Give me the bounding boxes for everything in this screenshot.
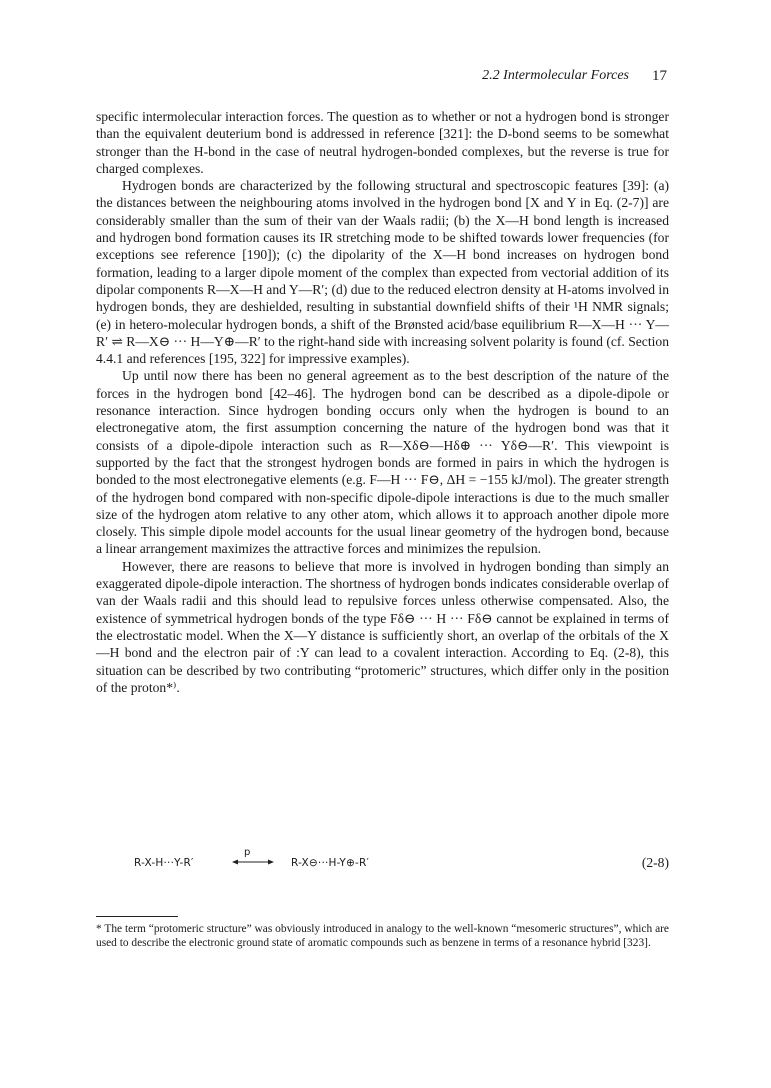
footnote-text: * The term “protomeric structure” was obviously introduced in analogy to the well-known “mesomeric structures”, which are used to describe the electronic ground state of aromatic compounds such as benzene in terms of a resonance hybrid [323]. bbox=[96, 923, 669, 950]
body-text bbox=[96, 108, 669, 696]
equation-2-8 bbox=[134, 847, 669, 875]
equilibrium-arrow-icon bbox=[230, 847, 276, 871]
section-title: 2.2 Intermolecular Forces bbox=[482, 68, 629, 83]
footnote-divider bbox=[96, 916, 178, 917]
paragraph: However, there are reasons to believe that more is involved in hydrogen bonding than simply an exaggerated dipole-dipole interaction. The shortness of hydrogen bonds indicates considerable overlap of van der Waals radii and this should lead to repulsive forces unless otherwise compensated. Also, the existence of symmetrical hydrogen bonds of the type Fδ⊖ ··· H ··· Fδ⊖ cannot be explained in terms of the electrostatic model. When the X—Y distance is sufficiently short, an overlap of the orbitals of the X—H bond and the electron pair of :Y can lead to a covalent interaction. According to Eq. (2-8), this situation can be described by two contributing “protomeric” structures, which differ only in the position of the proton*⁾. bbox=[96, 558, 669, 695]
equation-right-structure: R-X⊖···H-Y⊕-R′ bbox=[291, 857, 370, 869]
paragraph: Hydrogen bonds are characterized by the following structural and spectroscopic features [39]: (a) the distances between the neighbouring atoms involved in the hydrogen bond [X and Y in Eq. (2-7)] are considerably smaller than the sum of their van der Waals radii; (b) the X—H bond length is increased and hydrogen bond formation causes its IR stretching mode to be shifted towards lower frequencies (for exceptions see reference [190]); (c) the dipolarity of the X—H bond increases on hydrogen bond formation, leading to a larger dipole moment of the complex than expected from vectorial addition of its dipolar components R—X—H and Y—R′; (d) due to the reduced electron density at H-atoms involved in hydrogen bonds, they are deshielded, resulting in substantial downfield shifts of their ¹H NMR signals; (e) in hetero-molecular hydrogen bonds, a shift of the Brønsted acid/base equilibrium R—X—H ··· Y—R′ ⇌ R—X⊖ ··· H—Y⊕—R′ to the right-hand side with increasing solvent polarity is found (cf. Section 4.4.1 and references [195, 322] for impressive examples). bbox=[96, 178, 669, 367]
footnote bbox=[96, 922, 669, 951]
page-number: 17 bbox=[652, 68, 667, 84]
equation-number: (2-8) bbox=[641, 855, 669, 870]
running-header bbox=[96, 68, 669, 88]
paragraph: Up until now there has been no general agreement as to the best description of the nature of the forces in the hydrogen bond [42–46]. The hydrogen bond can be described as a dipole-dipole or resonance interaction. Since hydrogen bonding occurs only when the hydrogen is bound to an electronegative atom, the first assumption concerning the nature of the hydrogen bond was that it consists of a dipole-dipole interaction such as R—Xδ⊖—Hδ⊕ ··· Yδ⊖—R′. This viewpoint is supported by the fact that the strongest hydrogen bonds are formed in pairs in which the hydrogen is bonded to the most electronegative elements (e.g. F—H ··· F⊖, ΔH = −155 kJ/mol). The greater strength of the hydrogen bond compared with non-specific dipole-dipole interactions is due to the much smaller size of the hydrogen atom relative to any other atom, which allows it to approach another dipole more closely. This simple dipole model accounts for the usual linear geometry of the hydrogen bond, because a linear arrangement maximizes the attractive forces and minimizes the repulsion. bbox=[96, 368, 669, 557]
arrow-label: p bbox=[244, 847, 251, 858]
paragraph: specific intermolecular interaction forces. The question as to whether or not a hydrogen bond is stronger than the equivalent deuterium bond is addressed in reference [321]: the D-bond seems to be somewhat stronger than the H-bond in the case of neutral hydrogen-bonded complexes, but the reverse is true for charged complexes. bbox=[96, 109, 669, 176]
equation-left-structure: R-X-H···Y-R′ bbox=[134, 857, 194, 869]
